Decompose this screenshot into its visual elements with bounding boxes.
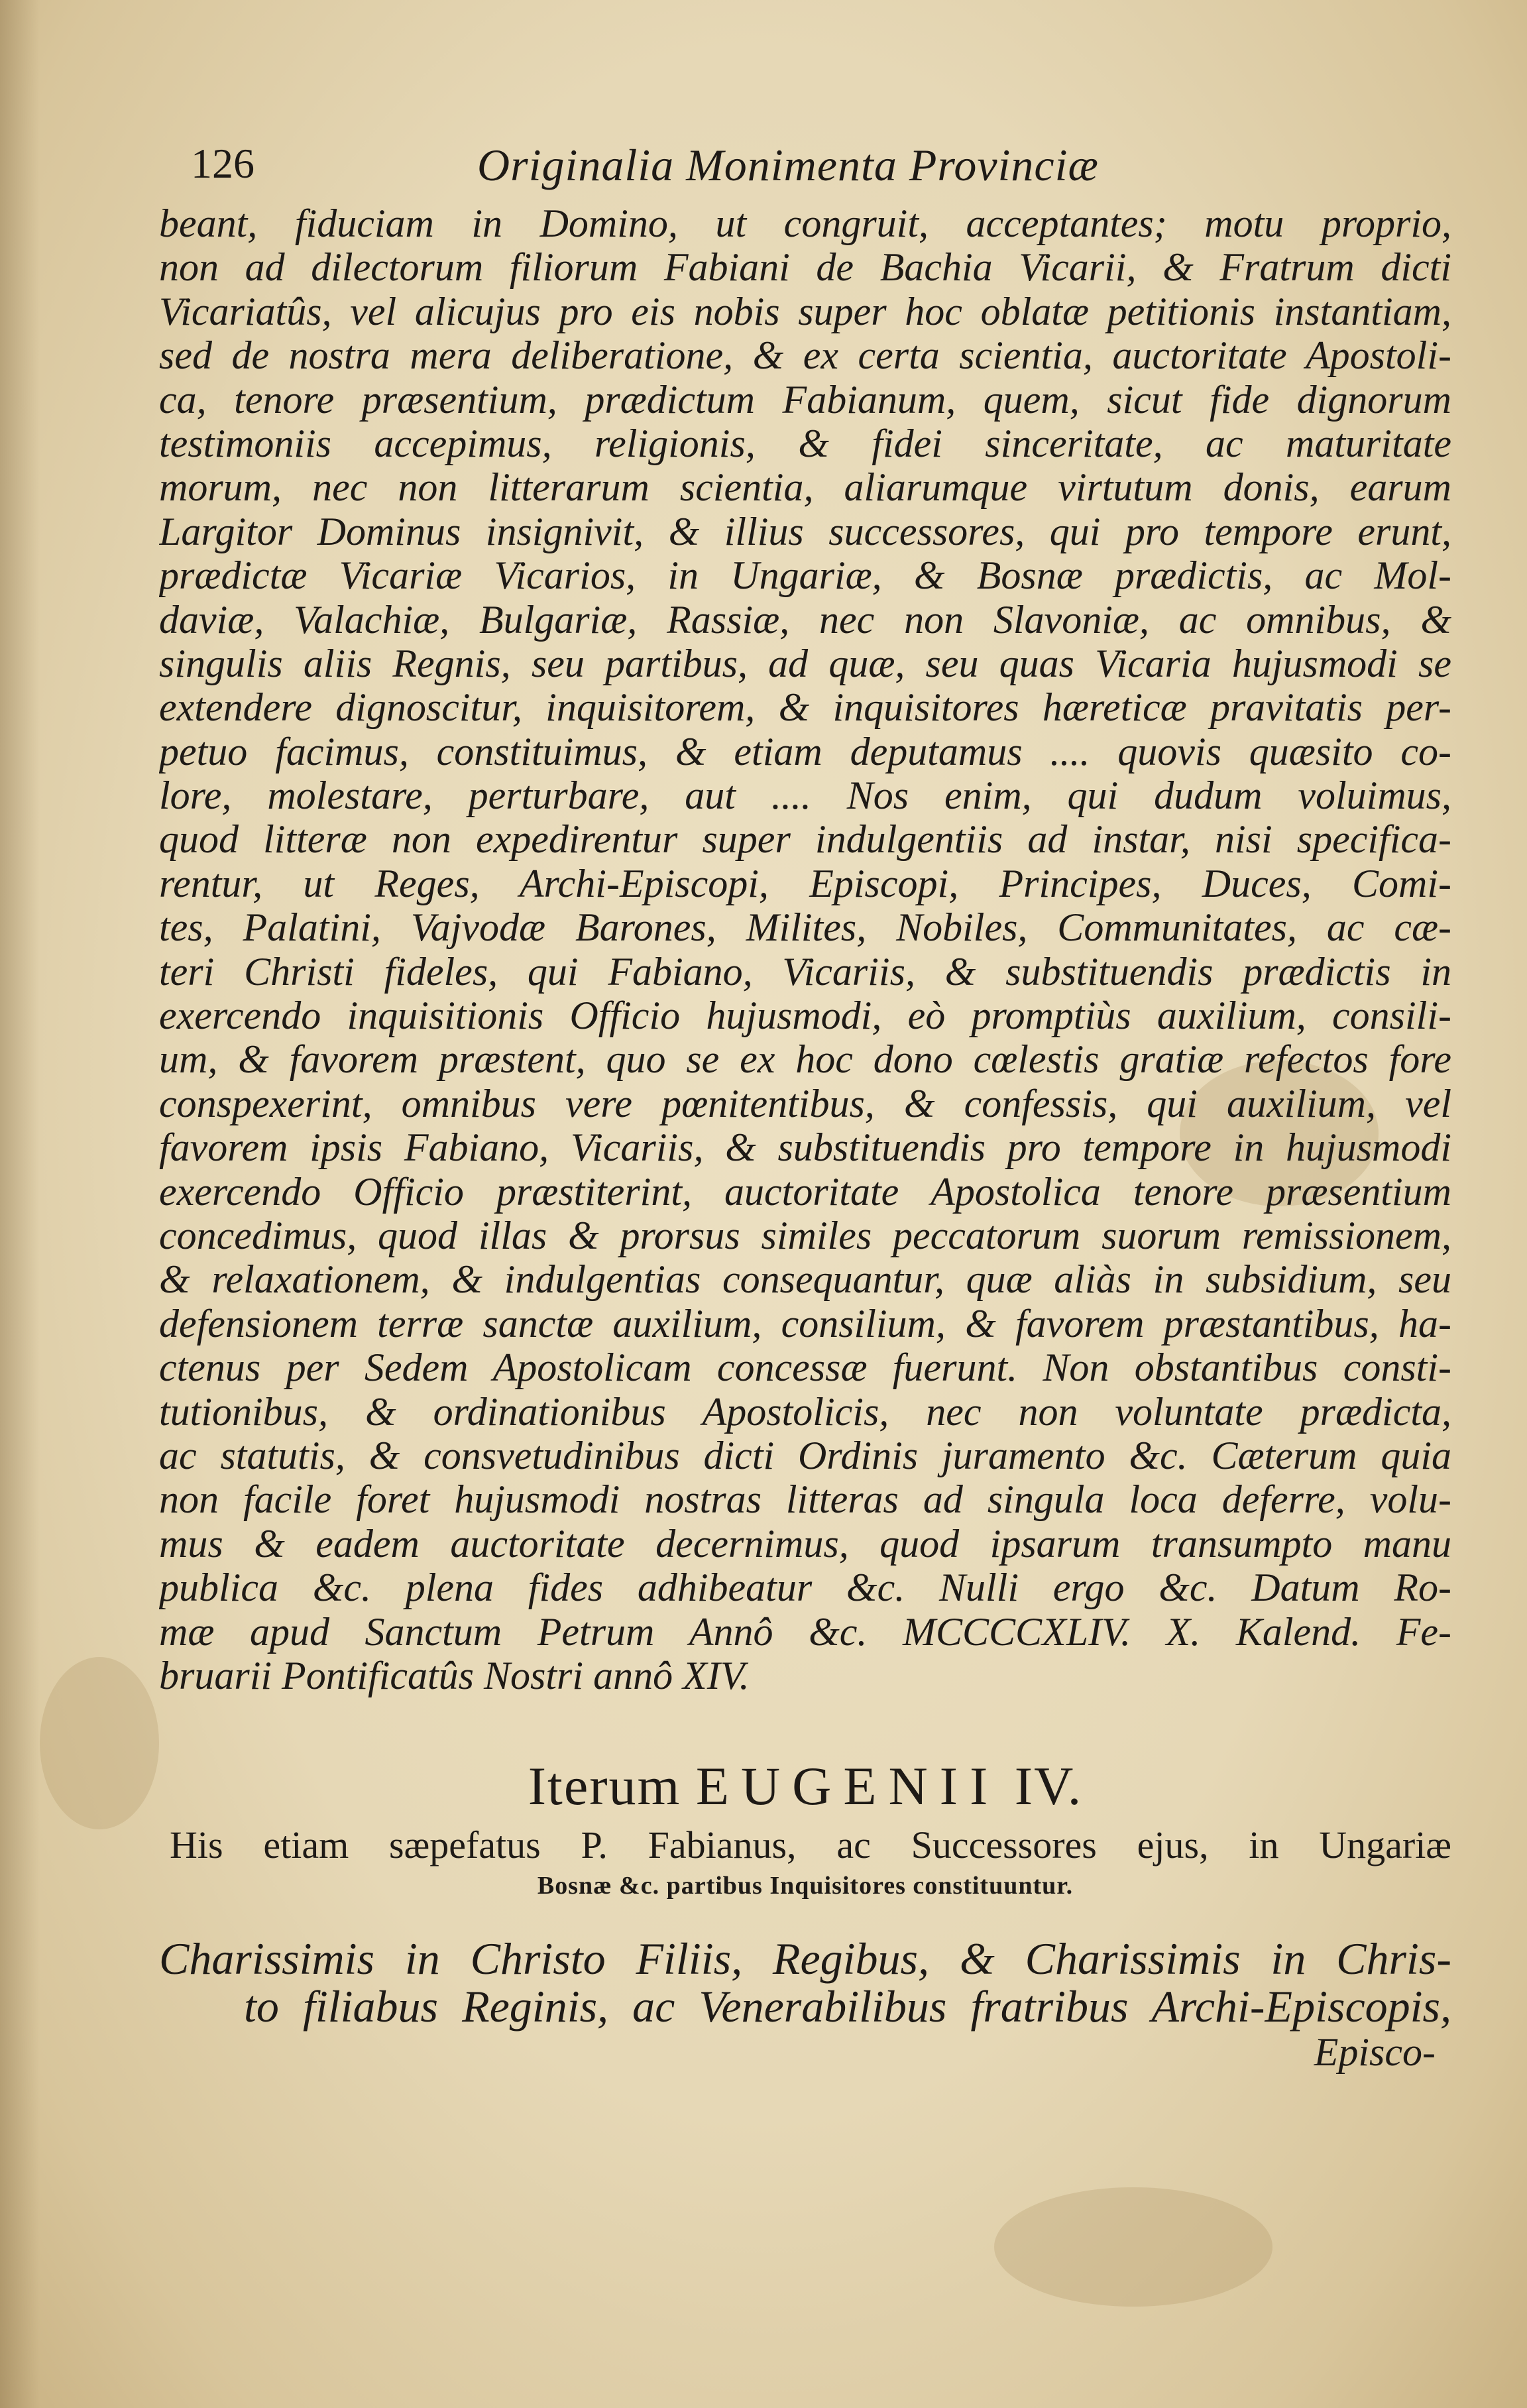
running-title: Originalia Monimenta Provinciæ [477,140,1099,190]
text-line: non ad dilectorum filiorum Fabiani de Bachia Vicarii, & Fratrum dicti [159,245,1451,290]
paper-stain [994,2187,1272,2307]
text-line: & relaxationem, & indulgentias consequantur, quæ aliàs in subsidium, seu [159,1257,1451,1302]
text-line: rentur, ut Reges, Archi-Episcopi, Episcopi, Principes, Duces, Comi- [159,861,1451,905]
section-heading [159,1754,1451,1818]
text-line: morum, nec non litterarum scientia, aliarumque virtutum donis, earum [159,465,1451,510]
section-summary-continuation: Bosnæ &c. partibus Inquisitores constituuntur. [537,1872,1074,1900]
text-line: quod litteræ non expedirentur super indulgentiis ad instar, nisi specifica- [159,817,1451,862]
text-line: beant, fiduciam in Domino, ut congruit, acceptantes; motu proprio, [159,201,1451,245]
page-edge-shadow [0,0,40,2408]
text-line: publica &c. plena fides adhibeatur &c. Nulli ergo &c. Datum Ro- [159,1566,1451,1610]
heading-name: EUGENII [695,1756,1000,1817]
text-line: exercendo Officio præstiterint, auctoritate Apostolica tenore præsentium [159,1169,1451,1214]
section-summary: His etiam sæpefatus P. Fabianus, ac Successores ejus, in Ungariæ [170,1823,1451,1867]
text-line: defensionem terræ sanctæ auxilium, consilium, & favorem præstantibus, ha- [159,1301,1451,1346]
text-line: concedimus, quod illas & prorsus similes peccatorum suorum remissionem, [159,1213,1451,1257]
text-line: mæ apud Sanctum Petrum Annô &c. MCCCCXLIV. X. Kalend. Fe- [159,1609,1451,1654]
text-line: conspexerint, omnibus vere pœnitentibus, & confessis, qui auxilium, vel [159,1081,1451,1125]
heading-numeral: IV. [1014,1756,1083,1817]
text-line: daviæ, Valachiæ, Bulgariæ, Rassiæ, nec non Slavoniæ, ac omnibus, & [159,597,1451,642]
text-line: Vicariatûs, vel alicujus pro eis nobis super hoc oblatæ petitionis instantiam, [159,289,1451,333]
page-text-block [159,139,1451,2074]
text-line: Largitor Dominus insignivit, & illius successores, qui pro tempore erunt, [159,509,1451,553]
text-line: teri Christi fideles, qui Fabiano, Vicariis, & substituendis prædictis in [159,949,1451,994]
text-line: sed de nostra mera deliberatione, & ex certa scientia, auctoritate Apostoli- [159,333,1451,378]
salutation-address [159,1935,1451,2030]
address-line: to filiabus Reginis, ac Venerabilibus fratribus Archi-Episcopis, [244,1981,1451,2032]
text-line: non facile foret hujusmodi nostras litteras ad singula loca deferre, volu- [159,1477,1451,1522]
text-line: ctenus per Sedem Apostolicam concessæ fuerunt. Non obstantibus consti- [159,1346,1451,1390]
page-number: 126 [191,140,254,187]
paper-stain [40,1657,159,1829]
text-line: prædictæ Vicariæ Vicarios, in Ungariæ, & Bosnæ prædictis, ac Mol- [159,553,1451,598]
text-line: singulis aliis Regnis, seu partibus, ad quæ, seu quas Vicaria hujusmodi se [159,641,1451,685]
body-text [159,201,1451,1697]
text-line: tes, Palatini, Vajvodæ Barones, Milites, Nobiles, Communitates, ac cæ- [159,905,1451,950]
text-line: bruarii Pontificatûs Nostri annô XIV. [159,1653,750,1697]
text-line: lore, molestare, perturbare, aut .... Nos enim, qui dudum voluimus, [159,774,1451,818]
text-line: petuo facimus, constituimus, & etiam deputamus .... quovis quæsito co- [159,729,1451,774]
catchword: Episco- [1314,2030,1436,2075]
text-line: tutionibus, & ordinationibus Apostolicis, nec non voluntate prædicta, [159,1389,1451,1434]
text-line: ac statutis, & consvetudinibus dicti Ordinis juramento &c. Cæterum quia [159,1433,1451,1477]
text-line: testimoniis accepimus, religionis, & fidei sinceritate, ac maturitate [159,421,1451,465]
text-line: um, & favorem præstent, quo se ex hoc dono cœlestis gratiæ refectos fore [159,1037,1451,1082]
address-line: Charissimis in Christo Filiis, Regibus, & Charissimis in Chris- [159,1933,1451,1984]
text-line: exercendo inquisitionis Officio hujusmodi, eò promptiùs auxilium, consili- [159,994,1451,1038]
text-line: ca, tenore præsentium, prædictum Fabianum, quem, sicut fide dignorum [159,377,1451,422]
running-head [159,139,1451,199]
text-line: extendere dignoscitur, inquisitorem, & inquisitores hæreticæ pravitatis per- [159,685,1451,730]
text-line: favorem ipsis Fabiano, Vicariis, & substituendis pro tempore in hujusmodi [159,1125,1451,1170]
heading-prefix: Iterum [528,1756,681,1817]
text-line: mus & eadem auctoritate decernimus, quod ipsarum transumpto manu [159,1521,1451,1566]
